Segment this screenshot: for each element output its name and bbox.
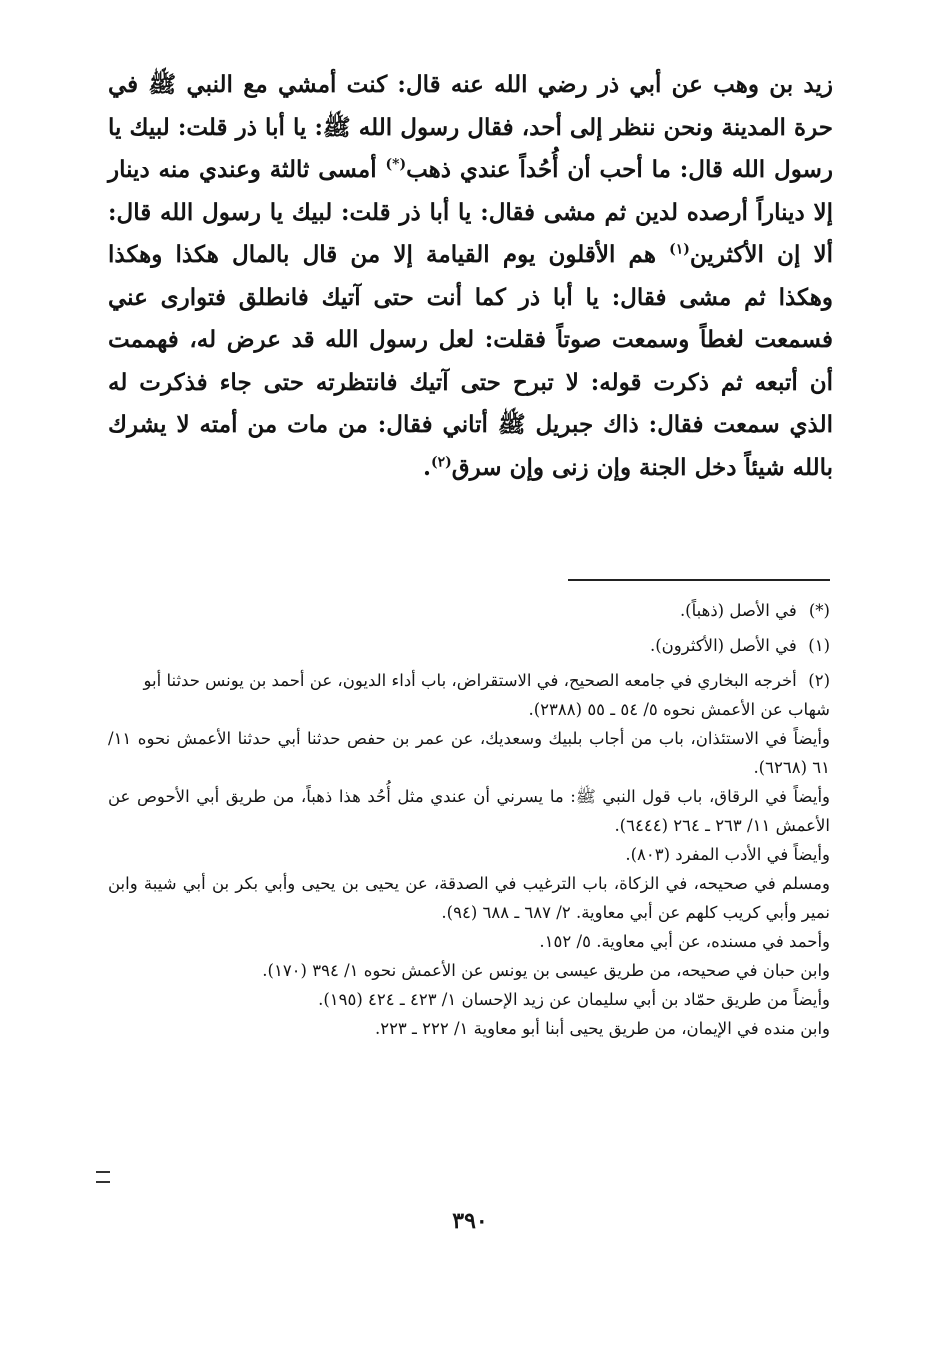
footnote-line: وأيضاً في الاستئذان، باب من أجاب بلبيك وسعديك، عن عمر بن حفص حدثنا أبي حدثنا الأعمش نحوه ١١/ ٦١ (٦٢٦٨). [108, 729, 830, 777]
footnote-line: وأيضاً في الأدب المفرد (٨٠٣). [625, 845, 830, 864]
footnote-separator [568, 579, 830, 581]
footnote-line: وابن منده في الإيمان، من طريق يحيى أبنا أبو معاوية ١/ ٢٢٢ ـ ٢٢٣. [374, 1019, 830, 1038]
footnote-line: وأيضاً في الرقاق، باب قول النبي ﷺ: ما يسرني أن عندي مثل أُحُد هذا ذهباً، من طريق أبي الأحوص عن الأعمش ١١/ ٢٦٣ ـ ٢٦٤ (٦٤٤٤). [108, 787, 830, 835]
footnotes [108, 596, 830, 1049]
footnote-line: ومسلم في صحيحه، في الزكاة، باب الترغيب في الصدقة، عن يحيى بن يحيى وأبي بكر بن أبي شيبة وابن نمير وأبي كريب كلهم عن أبي معاوية. ٢/ ٦٨٧ ـ ٦٨٨ (٩٤). [108, 874, 830, 922]
footnote-text: في الأصل (الأكثرون). [649, 636, 797, 655]
footnote-marker: (*) [808, 601, 830, 620]
footnote-ref-star: (*) [385, 156, 407, 173]
footnote-ref-2: (٢) [430, 453, 452, 470]
page-number: ٣٩٠ [452, 1208, 488, 1234]
margin-mark [96, 1171, 110, 1183]
main-text [108, 64, 833, 489]
footnote-line: وأيضاً من طريق حمّاد بن أبي سليمان عن زيد الإحسان ١/ ٤٢٣ ـ ٤٢٤ (١٩٥). [318, 990, 830, 1009]
footnote-2 [108, 666, 830, 1043]
footnote-line: وأحمد في مسنده، عن أبي معاوية. ٥/ ١٥٢. [539, 932, 830, 951]
footnote-marker: (٢) [808, 671, 830, 690]
footnote-line: أخرجه البخاري في جامعه الصحيح، في الاستقراض، باب أداء الديون، عن أحمد بن يونس حدثنا أبو شهاب عن الأعمش نحوه ٥/ ٥٤ ـ ٥٥ (٢٣٨٨). [143, 671, 830, 719]
footnote-marker: (١) [808, 636, 830, 655]
main-text-part-1: زيد بن وهب عن أبي ذر رضي الله عنه قال: كنت أمشي مع النبي ﷺ في حرة المدينة ونحن ننظر إلى أحد، فقال رسول الله ﷺ: يا أبا ذر قلت: لبيك يا رسول الله قال: ما أحب أن أُحُداً عندي ذهب [108, 71, 833, 183]
main-text-part-4: . [422, 453, 431, 481]
footnote-ref-1: (١) [669, 241, 690, 258]
footnote-text: في الأصل (ذهباً). [679, 601, 797, 620]
footnote-1 [108, 631, 830, 660]
main-text-part-2: أمسى ثالثة وعندي منه دينار إلا ديناراً أرصده لدين ثم مشى فقال: يا أبا ذر قلت: لبيك يا رسول الله قال: ألا إن الأكثرين [108, 156, 833, 268]
footnote-line: وابن حبان في صحيحه، من طريق عيسى بن يونس عن الأعمش نحوه ١/ ٣٩٤ (١٧٠). [262, 961, 830, 980]
main-text-part-3: هم الأقلون يوم القيامة إلا من قال بالمال هكذا وهكذا وهكذا ثم مشى فقال: يا أبا ذر كما أنت حتى آتيك فانطلق فتوارى عني فسمعت لغطاً وسمعت صوتاً فقلت: لعل رسول الله قد عرض له، فهممت أن أتبعه ثم ذكرت قوله: لا تبرح حتى آتيك فانتظرته حتى جاء فذكرت له الذي سمعت فقال: ذاك جبريل ﷺ أتاني فقال: من مات من أمته لا يشرك بالله شيئاً دخل الجنة وإن زنى وإن سرق [108, 241, 833, 481]
footnote-star [108, 596, 830, 625]
